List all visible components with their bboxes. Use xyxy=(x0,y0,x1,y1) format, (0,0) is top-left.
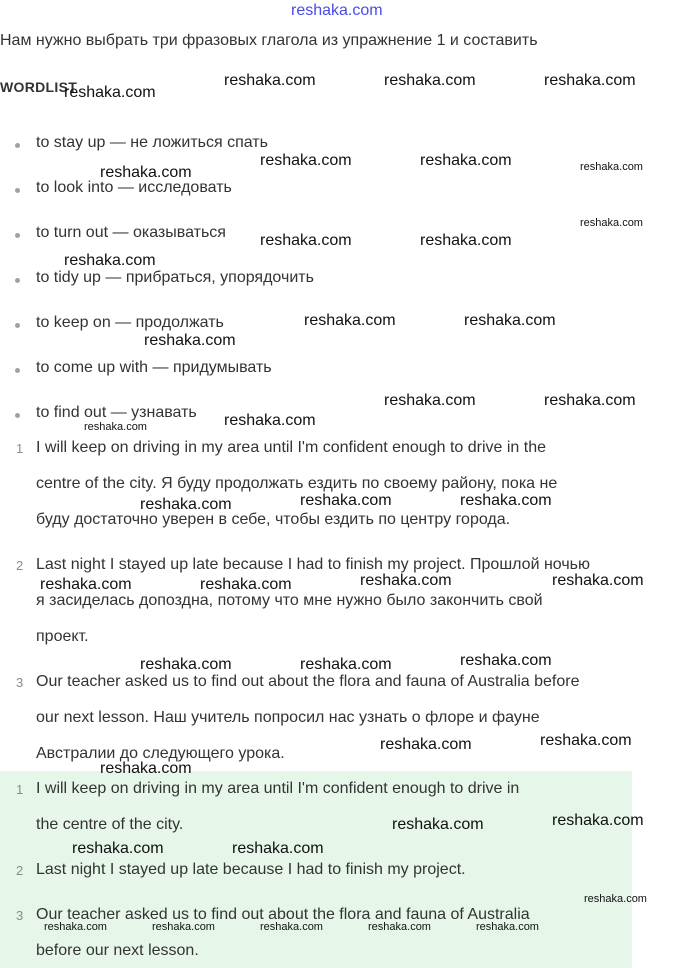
example-line: our next lesson. Наш учитель попросил нас узнать о флоре и фауне xyxy=(36,709,540,726)
list-number: 2 xyxy=(16,558,24,573)
watermark: reshaka.com xyxy=(360,572,452,589)
watermark: reshaka.com xyxy=(384,72,476,89)
watermark: reshaka.com xyxy=(200,576,292,593)
watermark: reshaka.com xyxy=(540,732,632,749)
list-number: 1 xyxy=(16,782,24,797)
answer-line: Last night I stayed up late because I had to finish my project. xyxy=(36,861,466,878)
watermark: reshaka.com xyxy=(476,921,539,933)
example-line: Last night I stayed up late because I had to finish my project. Прошлой ночью xyxy=(36,556,591,573)
example-line: буду достаточно уверен в себе, чтобы ездить по центру города. xyxy=(36,511,511,528)
top-watermark: reshaka.com xyxy=(291,2,383,19)
watermark: reshaka.com xyxy=(64,84,156,101)
list-number: 1 xyxy=(16,441,24,456)
bullet-icon xyxy=(15,233,20,238)
watermark: reshaka.com xyxy=(152,921,215,933)
example-line: я засиделась допоздна, потому что мне нужно было закончить свой xyxy=(36,592,543,609)
bullet-icon xyxy=(15,278,20,283)
watermark: reshaka.com xyxy=(84,421,147,433)
watermark: reshaka.com xyxy=(584,893,647,905)
example-line: Our teacher asked us to find out about the flora and fauna of Australia before xyxy=(36,673,580,690)
watermark: reshaka.com xyxy=(140,496,232,513)
watermark: reshaka.com xyxy=(64,252,156,269)
watermark: reshaka.com xyxy=(420,152,512,169)
wordlist-heading: WORDLIST xyxy=(0,79,78,95)
watermark: reshaka.com xyxy=(460,652,552,669)
watermark: reshaka.com xyxy=(224,72,316,89)
intro-text: Нам нужно выбрать три фразовых глагола из упражнение 1 и составить xyxy=(0,32,538,49)
watermark: reshaka.com xyxy=(260,921,323,933)
answer-line: Our teacher asked us to find out about the flora and fauna of Australia xyxy=(36,906,530,923)
watermark: reshaka.com xyxy=(464,312,556,329)
watermark: reshaka.com xyxy=(552,572,644,589)
watermark: reshaka.com xyxy=(580,217,643,229)
watermark: reshaka.com xyxy=(368,921,431,933)
watermark: reshaka.com xyxy=(552,812,644,829)
watermark: reshaka.com xyxy=(420,232,512,249)
watermark: reshaka.com xyxy=(100,164,192,181)
watermark: reshaka.com xyxy=(300,656,392,673)
watermark: reshaka.com xyxy=(300,492,392,509)
wordlist-item: to come up with — придумывать xyxy=(36,359,272,376)
example-line: I will keep on driving in my area until I'm confident enough to drive in the xyxy=(36,439,546,456)
bullet-icon xyxy=(15,413,20,418)
example-line: centre of the city. Я буду продолжать ездить по своему району, пока не xyxy=(36,475,558,492)
example-line: Австралии до следующего урока. xyxy=(36,745,285,762)
watermark: reshaka.com xyxy=(384,392,476,409)
list-number: 3 xyxy=(16,675,24,690)
watermark: reshaka.com xyxy=(100,760,192,777)
watermark: reshaka.com xyxy=(40,576,132,593)
watermark: reshaka.com xyxy=(380,736,472,753)
bullet-icon xyxy=(15,323,20,328)
wordlist-item: to find out — узнавать xyxy=(36,404,197,421)
wordlist-item: to keep on — продолжать xyxy=(36,314,224,331)
watermark: reshaka.com xyxy=(544,392,636,409)
watermark: reshaka.com xyxy=(260,232,352,249)
answer-line: I will keep on driving in my area until I'm confident enough to drive in xyxy=(36,780,520,797)
example-line: проект. xyxy=(36,628,89,645)
watermark: reshaka.com xyxy=(580,161,643,173)
wordlist-item: to tidy up — прибраться, упорядочить xyxy=(36,269,314,286)
watermark: reshaka.com xyxy=(304,312,396,329)
watermark: reshaka.com xyxy=(140,656,232,673)
watermark: reshaka.com xyxy=(392,816,484,833)
answer-line: before our next lesson. xyxy=(36,942,199,959)
watermark: reshaka.com xyxy=(144,332,236,349)
bullet-icon xyxy=(15,368,20,373)
wordlist-item: to stay up — не ложиться спать xyxy=(36,134,268,151)
wordlist-item: to turn out — оказываться xyxy=(36,224,226,241)
bullet-icon xyxy=(15,188,20,193)
answer-line: the centre of the city. xyxy=(36,816,184,833)
watermark: reshaka.com xyxy=(460,492,552,509)
list-number: 3 xyxy=(16,908,24,923)
watermark: reshaka.com xyxy=(44,921,107,933)
watermark: reshaka.com xyxy=(544,72,636,89)
wordlist-item: to look into — исследовать xyxy=(36,179,232,196)
watermark: reshaka.com xyxy=(224,412,316,429)
list-number: 2 xyxy=(16,863,24,878)
watermark: reshaka.com xyxy=(232,840,324,857)
watermark: reshaka.com xyxy=(72,840,164,857)
bullet-icon xyxy=(15,143,20,148)
watermark: reshaka.com xyxy=(260,152,352,169)
